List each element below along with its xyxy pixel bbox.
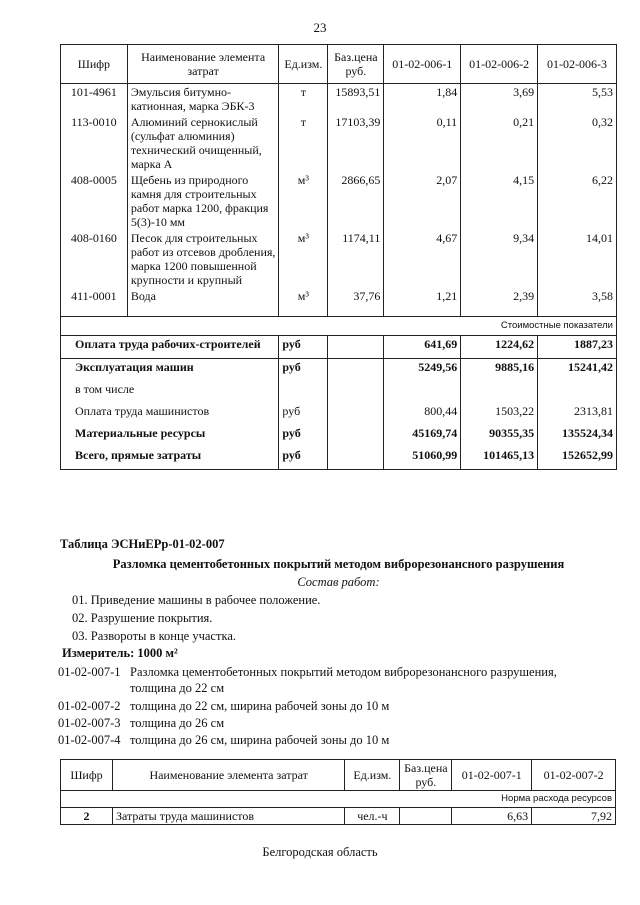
cost-price: [328, 425, 384, 447]
row-code: 101-4961: [61, 84, 128, 115]
table-header-row: [61, 45, 617, 84]
row-value-2: 0,21: [461, 114, 538, 172]
row-value-3: 6,22: [538, 172, 617, 230]
cost-header-row: [61, 317, 617, 336]
row-value-2: 9,34: [461, 230, 538, 288]
table-title: Таблица ЭСНиЕРр-01-02-007: [60, 537, 225, 551]
cost-price: [328, 403, 384, 425]
cost-value-3: 1887,23: [538, 336, 617, 359]
row-name: Щебень из природного камня для строительных работ марка 1200, фракция 5(3)-10 мм: [127, 172, 279, 230]
cost-price: [328, 336, 384, 359]
row-price: 1174,11: [328, 230, 384, 288]
row-code: 408-0160: [61, 230, 128, 288]
row-price: 37,76: [328, 288, 384, 317]
row-unit: м³: [279, 172, 328, 230]
page-footer: Белгородская область: [262, 845, 378, 859]
work-item: 02. Разрушение покрытия.: [72, 611, 213, 625]
row-value-2: 2,39: [461, 288, 538, 317]
cost-value-1: 51060,99: [384, 447, 461, 470]
item-code: 01-02-007-2: [58, 699, 121, 713]
row-value-3: 0,32: [538, 114, 617, 172]
cost-value-2: 1224,62: [461, 336, 538, 359]
row-price: 2866,65: [328, 172, 384, 230]
cost-name: в том числе: [61, 381, 279, 403]
cost-price: [328, 447, 384, 470]
row-unit: т: [279, 114, 328, 172]
cost-price: [328, 359, 384, 382]
cost-value-2: 1503,22: [461, 403, 538, 425]
row-value-1: 1,84: [384, 84, 461, 115]
row-name: Песок для строительных работ из отсевов дробления, марка 1200 повышенной крупности и крупный: [127, 230, 279, 288]
row-code: 408-0005: [61, 172, 128, 230]
cost-value-3: [538, 381, 617, 403]
cost-row: [61, 447, 617, 470]
cost-value-2: 101465,13: [461, 447, 538, 470]
row-code: 411-0001: [61, 288, 128, 317]
cost-value-3: 135524,34: [538, 425, 617, 447]
cost-value-3: 2313,81: [538, 403, 617, 425]
row-value-1: 0,11: [384, 114, 461, 172]
table-row: [61, 84, 617, 115]
header-unit: Ед.изм.: [279, 45, 328, 84]
row-name: Затраты труда машинистов: [112, 808, 344, 825]
cost-name: Эксплуатация машин: [61, 359, 279, 382]
work-item: 03. Развороты в конце участка.: [72, 629, 236, 643]
row-name: Эмульсия битумно-катионная, марка ЭБК-3: [127, 84, 279, 115]
header-unit: Ед.изм.: [345, 760, 400, 791]
row-value-1: 6,63: [452, 808, 532, 825]
cost-value-2: 9885,16: [461, 359, 538, 382]
row-name: Алюминий сернокислый (сульфат алюминия) технический очищенный, марка А: [127, 114, 279, 172]
cost-name: Всего, прямые затраты: [61, 447, 279, 470]
row-name: Вода: [127, 288, 279, 317]
row-value-3: 3,58: [538, 288, 617, 317]
cost-price: [328, 381, 384, 403]
header-price: Баз.цена руб.: [400, 760, 452, 791]
cost-unit: руб: [279, 425, 328, 447]
row-value-1: 2,07: [384, 172, 461, 230]
cost-value-1: 5249,56: [384, 359, 461, 382]
row-price: 15893,51: [328, 84, 384, 115]
table-row: [61, 288, 617, 317]
header-price: Баз.цена руб.: [328, 45, 384, 84]
item-code: 01-02-007-4: [58, 733, 121, 747]
row-value-2: 4,15: [461, 172, 538, 230]
row-value-1: 4,67: [384, 230, 461, 288]
table-row: [61, 230, 617, 288]
header-name: Наименование элемента затрат: [112, 760, 344, 791]
cost-value-2: 90355,35: [461, 425, 538, 447]
row-price: [400, 808, 452, 825]
cost-unit: [279, 381, 328, 403]
table-row: [61, 114, 617, 172]
row-unit: м³: [279, 230, 328, 288]
cost-value-1: 800,44: [384, 403, 461, 425]
section-heading: Разломка цементобетонных покрытий методом виброрезонансного разрушения: [112, 557, 565, 571]
item-code: 01-02-007-1: [58, 665, 121, 679]
cost-value-1: [384, 381, 461, 403]
header-code: Шифр: [61, 760, 113, 791]
header-col-3: 01-02-006-3: [538, 45, 617, 84]
norm-header: Норма расхода ресурсов: [61, 791, 616, 808]
item-text: Разломка цементобетонных покрытий методом виброрезонансного разрушения, толщина до 22 см: [130, 665, 557, 695]
item-text: толщина до 26 см: [130, 716, 225, 730]
row-price: 17103,39: [328, 114, 384, 172]
table-header-row: [61, 760, 616, 791]
item-text: толщина до 22 см, ширина рабочей зоны до 10 м: [130, 699, 390, 713]
cost-row: [61, 359, 617, 382]
cost-unit: руб: [279, 403, 328, 425]
row-unit: т: [279, 84, 328, 115]
cost-name: Материальные ресурсы: [61, 425, 279, 447]
cost-name: Оплата труда рабочих-строителей: [61, 336, 279, 359]
header-col-1: 01-02-007-1: [452, 760, 532, 791]
cost-row: [61, 336, 617, 359]
cost-unit: руб: [279, 359, 328, 382]
page-number: 23: [313, 20, 327, 35]
header-col-1: 01-02-006-1: [384, 45, 461, 84]
cost-row: [61, 425, 617, 447]
cost-row: [61, 403, 617, 425]
row-value-3: 14,01: [538, 230, 617, 288]
resources-table-007: [60, 759, 616, 825]
row-value-3: 5,53: [538, 84, 617, 115]
header-col-2: 01-02-007-2: [532, 760, 616, 791]
item-text: толщина до 26 см, ширина рабочей зоны до 10 м: [130, 733, 390, 747]
row-code: 113-0010: [61, 114, 128, 172]
cost-unit: руб: [279, 336, 328, 359]
row-code: 2: [61, 808, 113, 825]
cost-value-3: 152652,99: [538, 447, 617, 470]
cost-header: Стоимостные показатели: [61, 317, 617, 336]
measure-unit: Измеритель: 1000 м²: [62, 646, 178, 660]
cost-unit: руб: [279, 447, 328, 470]
work-item: 01. Приведение машины в рабочее положение.: [72, 593, 321, 607]
header-name: Наименование элемента затрат: [127, 45, 279, 84]
row-unit: м³: [279, 288, 328, 317]
cost-value-2: [461, 381, 538, 403]
cost-value-1: 45169,74: [384, 425, 461, 447]
cost-row: [61, 381, 617, 403]
table-row: [61, 172, 617, 230]
norm-header-row: [61, 791, 616, 808]
row-value-2: 3,69: [461, 84, 538, 115]
header-col-2: 01-02-006-2: [461, 45, 538, 84]
row-value-2: 7,92: [532, 808, 616, 825]
cost-value-1: 641,69: [384, 336, 461, 359]
cost-value-3: 15241,42: [538, 359, 617, 382]
cost-name: Оплата труда машинистов: [61, 403, 279, 425]
row-unit: чел.-ч: [345, 808, 400, 825]
work-composition-title: Состав работ:: [297, 575, 380, 589]
header-code: Шифр: [61, 45, 128, 84]
item-code: 01-02-007-3: [58, 716, 121, 730]
row-value-1: 1,21: [384, 288, 461, 317]
resources-table-006: [60, 44, 617, 470]
table-row: [61, 808, 616, 825]
